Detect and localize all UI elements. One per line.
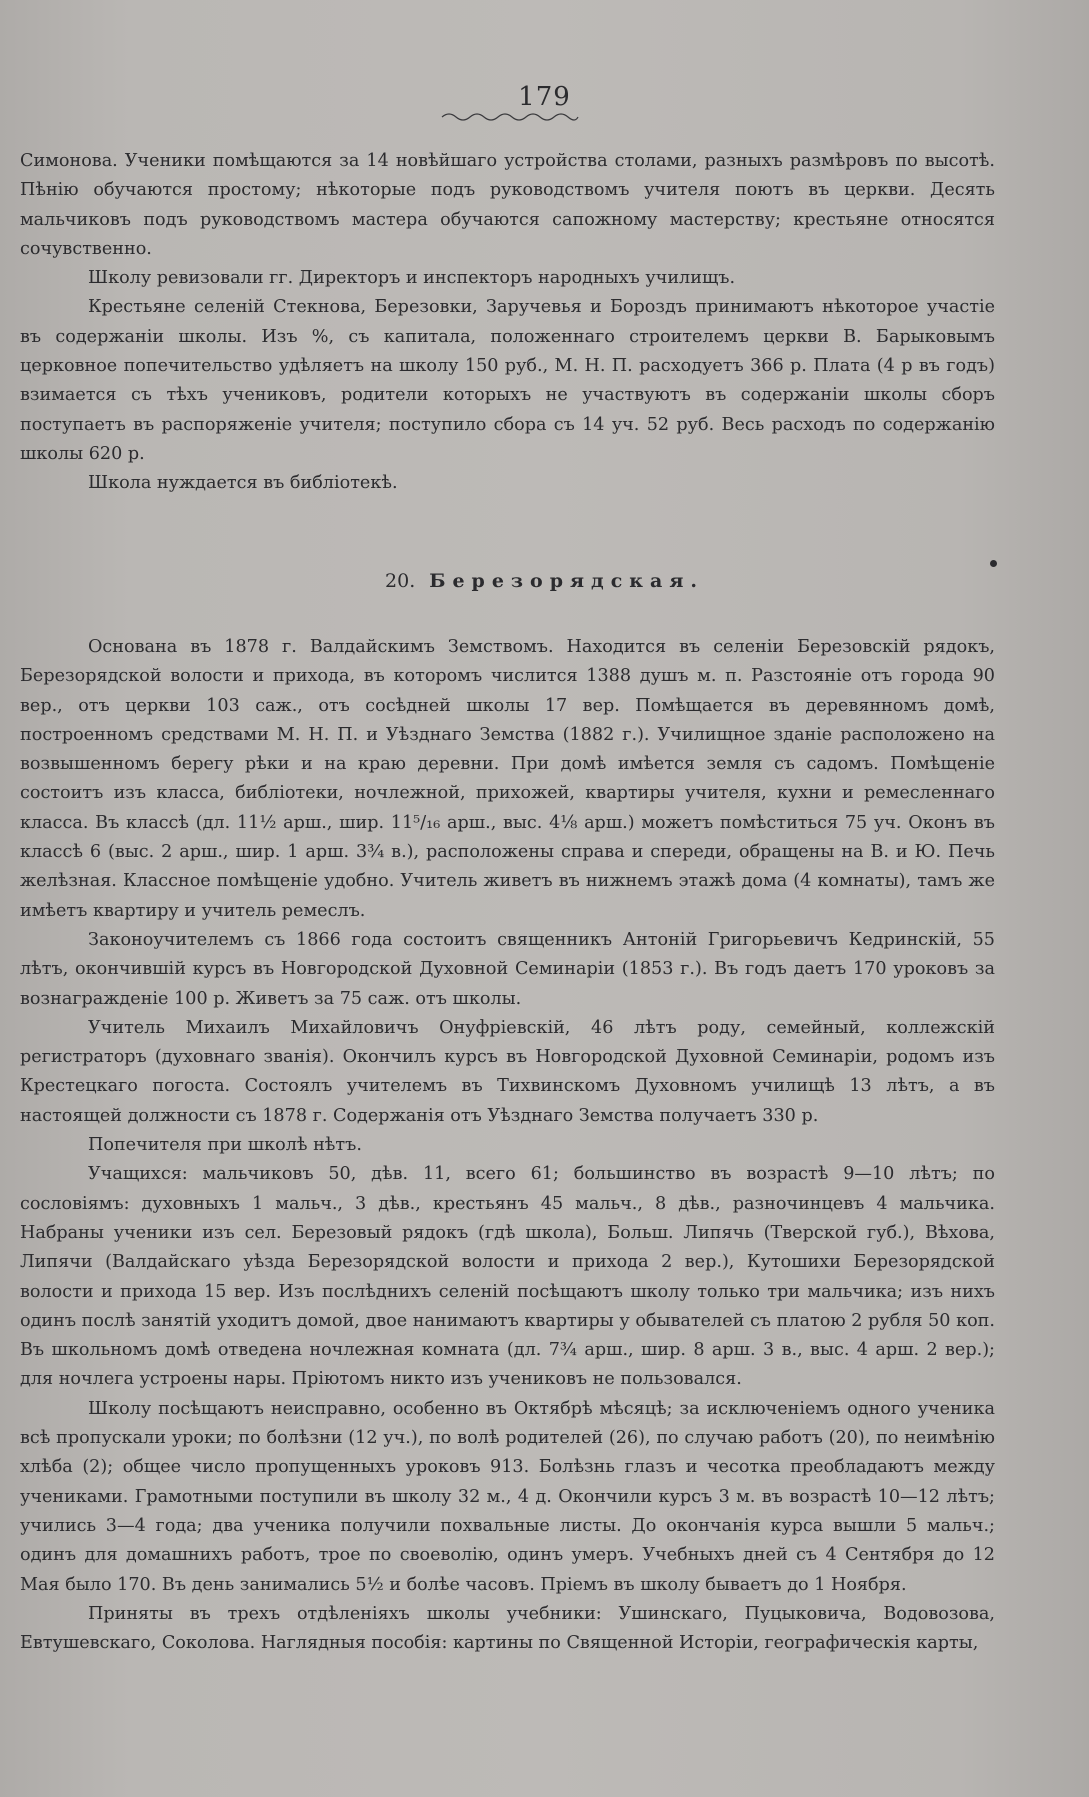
ink-dot <box>990 560 997 567</box>
paragraph: Основана въ 1878 г. Валдайскимъ Земствомъ. Находится въ селеніи Березовскій рядокъ, Березорядской волости и прихода, въ которомъ числится 1388 душъ м. п. Разстояніе отъ города 90 вер., отъ церкви 103 саж., отъ сосѣдней школы 17 вер. Помѣщается въ деревянномъ домѣ, построенномъ средствами М. Н. П. и Уѣзднаго Земства (1882 г.). Училищное зданіе расположено на возвышенномъ берегу рѣки и на краю деревни. При домѣ имѣется земля съ садомъ. Помѣщеніе состоитъ изъ класса, библіотеки, ночлежной, прихожей, квартиры учителя, кухни и ремесленнаго класса. Въ классѣ (дл. 11½ арш., шир. 11⁵/₁₆ арш., выс. 4⅛ арш.) можетъ помѣститься 75 уч. Оконъ въ классѣ 6 (выс. 2 арш., шир. 1 арш. 3¾ в.), расположены справа и спереди, обращены на В. и Ю. Печь желѣзная. Классное помѣщеніе удобно. Учитель живетъ въ нижнемъ этажѣ дома (4 комнаты), тамъ же имѣетъ квартиру и учитель ремеслъ. <box>20 637 995 921</box>
section-title: Березорядская. <box>429 570 704 592</box>
paragraph: Учащихся: мальчиковъ 50, дѣв. 11, всего 61; большинство въ возрастѣ 9—10 лѣтъ; по сословіямъ: духовныхъ 1 мальч., 3 дѣв., крестьянъ 45 мальч., 8 дѣв., разночинцевъ 4 мальчика. Набраны ученики изъ сел. Березовый рядокъ (гдѣ школа), Больш. Липячь (Тверской губ.), Вѣхова, Липячи (Валдайскаго уѣзда Березорядской волости и прихода 2 вер.), Кутошихи Березорядской волости и прихода 15 вер. Изъ послѣднихъ селеній посѣщаютъ школу только три мальчика; изъ нихъ одинъ послѣ занятій уходитъ домой, двое нанимаютъ квартиры у обывателей съ платою 2 рубля 50 коп. Въ школьномъ домѣ отведена ночлежная комната (дл. 7¾ арш., шир. 8 арш. 3 в., выс. 4 арш. 2 вер.); для ночлега устроены нары. Пріютомъ никто изъ учениковъ не пользовался. <box>20 1164 995 1390</box>
paragraph: Школу посѣщаютъ неисправно, особенно въ Октябрѣ мѣсяцѣ; за исключеніемъ одного ученика всѣ пропускали уроки; по болѣзни (12 уч.), по волѣ родителей (26), по случаю работъ (20), по неимѣнію хлѣба (2); общее число пропущенныхъ уроковъ 913. Болѣзнь глазъ и чесотка преобладаютъ между учениками. Грамотными поступили въ школу 32 м., 4 д. Окончили курсъ 3 м. въ возрастѣ 10—12 лѣтъ; учились 3—4 года; два ученика получили похвальные листы. До окончанія курса вышли 5 мальч.; одинъ для домашнихъ работъ, трое по своеволію, одинъ умеръ. Учебныхъ дней съ 4 Сентября до 12 Мая было 170. Въ день занимались 5½ и болѣе часовъ. Пріемъ въ школу бываетъ до 1 Ноября. <box>20 1398 995 1595</box>
paragraph: Приняты въ трехъ отдѣленіяхъ школы учебники: Ушинскаго, Пуцыковича, Водовозова, Евтушевскаго, Соколова. Наглядныя пособія: картины по Священной Исторіи, географическія карты, <box>20 1603 995 1654</box>
paragraph: Законоучителемъ съ 1866 года состоитъ священникъ Антоній Григорьевичъ Кедринскій, 55 лѣтъ, окончившій курсъ въ Новгородской Духовной Семинаріи (1853 г.). Въ годъ даетъ 170 уроковъ за вознагражденіе 100 р. Живетъ за 75 саж. отъ школы. <box>20 929 995 1009</box>
paragraph: Школа нуждается въ библіотекѣ. <box>88 473 398 494</box>
paragraph: Школу ревизовали гг. Директоръ и инспекторъ народныхъ училищъ. <box>88 268 736 289</box>
page-number: 179 <box>518 82 571 112</box>
page-number-ornament <box>440 111 580 123</box>
section-heading <box>0 570 1089 592</box>
paragraph: Крестьяне селеній Стекнова, Березовки, Заручевья и Бороздъ принимаютъ нѣкоторое участіе въ содержаніи школы. Изъ %, съ капитала, положеннаго строителемъ церкви В. Барыковымъ церковное попечительство удѣляетъ на школу 150 руб., М. Н. П. расходуетъ 366 р. Плата (4 р въ годъ) взимается съ тѣхъ учениковъ, родители которыхъ не участвуютъ въ содержаніи школы сборъ поступаетъ въ распоряженіе учителя; поступило сбора съ 14 уч. 52 руб. Весь расходъ по содержанію школы 620 р. <box>20 297 995 464</box>
paragraph: Учитель Михаилъ Михайловичъ Онуфріевскій, 46 лѣтъ роду, семейный, коллежскій регистраторъ (духовнаго званія). Окончилъ курсъ въ Новгородской Духовной Семинаріи, родомъ изъ Крестецкаго погоста. Состоялъ учителемъ въ Тихвинскомъ Духовномъ училищѣ 13 лѣтъ, а въ настоящей должности съ 1878 г. Содержанія отъ Уѣзднаго Земства получаетъ 330 р. <box>20 1017 995 1126</box>
previous-school-continuation <box>20 147 995 499</box>
school-description <box>20 633 995 1658</box>
paragraph: Попечителя при школѣ нѣтъ. <box>88 1135 362 1156</box>
section-number: 20. <box>385 570 416 592</box>
paragraph: Симонова. Ученики помѣщаются за 14 новѣйшаго устройства столами, разныхъ размѣровъ по высотѣ. Пѣнію обучаются простому; нѣкоторые подъ руководствомъ учителя поютъ въ церкви. Десять мальчиковъ подъ руководствомъ мастера обучаются сапожному мастерству; крестьяне относятся сочувственно. <box>20 151 995 259</box>
